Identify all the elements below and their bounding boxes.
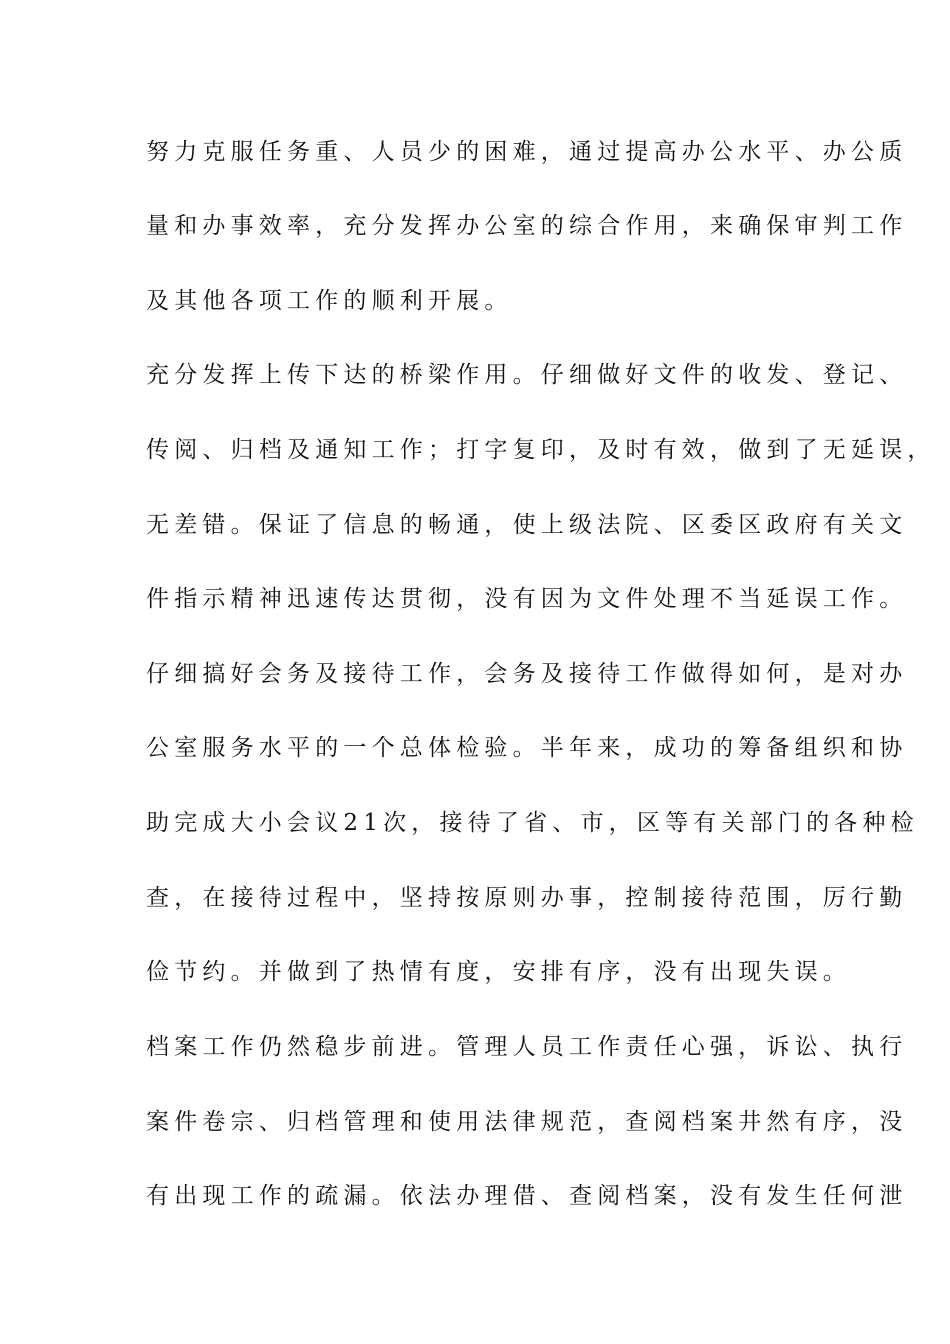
text-line: 传阅、归档及通知工作；打字复印，及时有效，做到了无延误， — [146, 437, 936, 463]
text-line: 量和办事效率，充分发挥办公室的综合作用，来确保审判工作 — [146, 213, 908, 239]
text-line: 有出现工作的疏漏。依法办理借、查阅档案，没有发生任何泄 — [146, 1183, 908, 1209]
text-line: 助完成大小会议21次，接待了省、市，区等有关部门的各种检 — [146, 810, 919, 836]
text-line: 件指示精神迅速传达贯彻，没有因为文件处理不当延误工作。 — [146, 586, 908, 612]
text-line: 公室服务水平的一个总体检验。半年来，成功的筹备组织和协 — [146, 735, 908, 761]
text-line: 查，在接待过程中，坚持按原则办事，控制接待范围，厉行勤 — [146, 885, 908, 911]
text-line: 努力克服任务重、人员少的困难，通过提高办公水平、办公质 — [146, 139, 908, 165]
text-line: 俭节约。并做到了热情有度，安排有序，没有出现失误。 — [146, 959, 851, 985]
text-line: 仔细搞好会务及接待工作，会务及接待工作做得如何，是对办 — [146, 661, 908, 687]
text-line: 无差错。保证了信息的畅通，使上级法院、区委区政府有关文 — [146, 512, 908, 538]
text-line: 案件卷宗、归档管理和使用法律规范，查阅档案井然有序，没 — [146, 1109, 908, 1135]
text-line: 档案工作仍然稳步前进。管理人员工作责任心强，诉讼、执行 — [146, 1034, 908, 1060]
text-line: 充分发挥上传下达的桥梁作用。仔细做好文件的收发、登记、 — [146, 362, 908, 388]
text-line: 及其他各项工作的顺利开展。 — [146, 288, 513, 314]
